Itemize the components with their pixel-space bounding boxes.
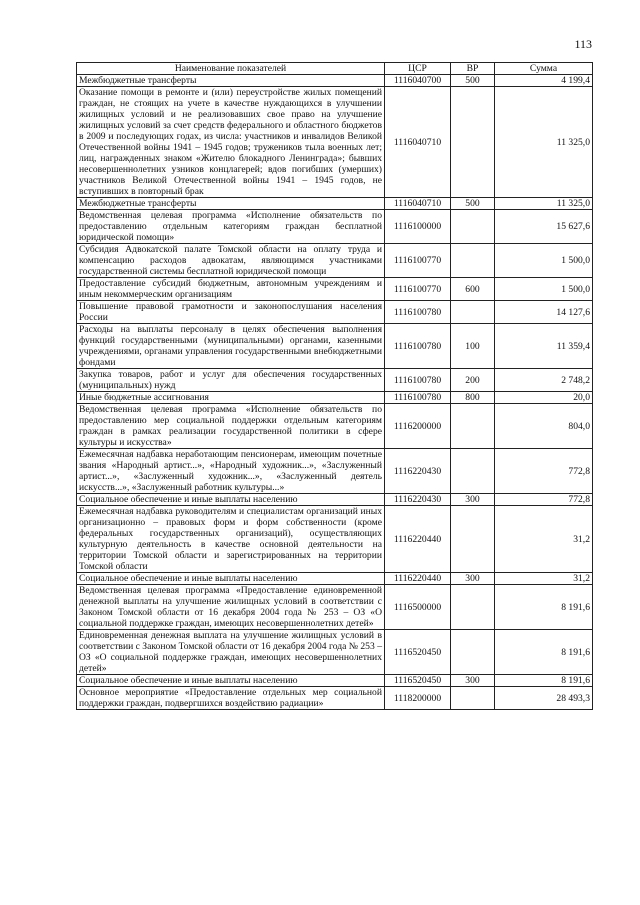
row-vr (451, 506, 495, 573)
row-code: 1116040710 (385, 87, 451, 198)
row-sum: 11 359,4 (495, 324, 593, 369)
row-vr (451, 585, 495, 630)
row-sum: 31,2 (495, 573, 593, 585)
row-vr: 300 (451, 573, 495, 585)
row-name: Закупка товаров, работ и услуг для обеспечения государственных (муниципальных) нужд (77, 369, 385, 392)
row-sum: 11 325,0 (495, 198, 593, 210)
row-sum: 28 493,3 (495, 687, 593, 710)
table-row (77, 585, 593, 630)
row-code: 1116500000 (385, 585, 451, 630)
row-vr: 800 (451, 392, 495, 404)
row-vr (451, 687, 495, 710)
row-vr: 300 (451, 675, 495, 687)
table-header-row (77, 63, 593, 75)
row-name: Ведомственная целевая программа «Исполнение обязательств по предоставлению отдельным категориям граждан бесплатной юридической помощи» (77, 210, 385, 244)
row-name: Предоставление субсидий бюджетным, автономным учреждениям и иным некоммерческим организациям (77, 278, 385, 301)
row-name: Расходы на выплаты персоналу в целях обеспечения выполнения функций государственными (муниципальными) органами, казенными учреждениями, органами управления государственными внебюджетными фондами (77, 324, 385, 369)
row-name: Ведомственная целевая программа «Исполнение обязательств по предоставлению мер социальной поддержки отдельным категориям граждан в рамках реализации государственной политики в сфере культуры и искусства» (77, 404, 385, 449)
row-sum: 11 325,0 (495, 87, 593, 198)
table-row (77, 244, 593, 278)
row-sum: 1 500,0 (495, 244, 593, 278)
row-vr (451, 87, 495, 198)
row-sum: 14 127,6 (495, 301, 593, 324)
table-row (77, 675, 593, 687)
row-name: Единовременная денежная выплата на улучшение жилищных условий в соответствии с Законом Томской области от 16 декабря 2004 года № 253 – ОЗ «О социальной поддержке граждан, имеющих несовершеннолетних детей» (77, 630, 385, 675)
row-sum: 804,0 (495, 404, 593, 449)
table-row (77, 301, 593, 324)
row-vr (451, 449, 495, 494)
row-code: 1116220440 (385, 573, 451, 585)
row-code: 1116520450 (385, 630, 451, 675)
row-name: Повышение правовой грамотности и законопослушания населения России (77, 301, 385, 324)
row-name: Оказание помощи в ремонте и (или) переустройстве жилых помещений граждан, не стоящих на учете в качестве нуждающихся в улучшении жилищных условий и не реализовавших свое право на улучшение жилищных условий за счет средств федерального и областного бюджетов в 2009 и последующих годах, из числа: участников и инвалидов Великой Отечественной войны 1941 – 1945 годов; тружеников тыла военных лет; лиц, награжденных знаком «Жителю блокадного Ленинграда»; бывших несовершеннолетних узников концлагерей; вдов погибших (умерших) участников Великой Отечественной войны 1941 – 1945 годов, не вступивших в повторный брак (77, 87, 385, 198)
table-row (77, 87, 593, 198)
row-vr (451, 404, 495, 449)
row-vr: 600 (451, 278, 495, 301)
table-row (77, 210, 593, 244)
header-vr: ВР (451, 63, 495, 75)
table-row (77, 494, 593, 506)
row-name: Межбюджетные трансферты (77, 198, 385, 210)
row-code: 1116100780 (385, 301, 451, 324)
row-code: 1116100780 (385, 392, 451, 404)
row-code: 1118200000 (385, 687, 451, 710)
table-row (77, 198, 593, 210)
row-vr (451, 301, 495, 324)
table-row (77, 404, 593, 449)
row-sum: 15 627,6 (495, 210, 593, 244)
table-row (77, 392, 593, 404)
row-name: Ведомственная целевая программа «Предоставление единовременной денежной выплаты на улучшение жилищных условий в соответствии с Законом Томской области от 16 декабря 2004 года № 253 – ОЗ «О социальной поддержке граждан, имеющих несовершеннолетних детей» (77, 585, 385, 630)
row-sum: 8 191,6 (495, 630, 593, 675)
row-code: 1116520450 (385, 675, 451, 687)
row-code: 1116040710 (385, 198, 451, 210)
row-sum: 8 191,6 (495, 585, 593, 630)
header-code: ЦСР (385, 63, 451, 75)
page-number: 113 (574, 37, 592, 51)
row-sum: 1 500,0 (495, 278, 593, 301)
header-sum: Сумма (495, 63, 593, 75)
row-sum: 772,8 (495, 494, 593, 506)
row-vr (451, 244, 495, 278)
row-name: Основное мероприятие «Предоставление отдельных мер социальной поддержки граждан, подвергшихся воздействию радиации» (77, 687, 385, 710)
table-row (77, 278, 593, 301)
table-row (77, 573, 593, 585)
row-sum: 20,0 (495, 392, 593, 404)
row-code: 1116100780 (385, 369, 451, 392)
row-code: 1116220430 (385, 449, 451, 494)
row-name: Субсидия Адвокатской палате Томской области на оплату труда и компенсацию расходов адвокатам, являющимся участниками государственной системы бесплатной юридической помощи (77, 244, 385, 278)
row-vr: 500 (451, 198, 495, 210)
table-row (77, 369, 593, 392)
row-vr: 100 (451, 324, 495, 369)
header-name: Наименование показателей (77, 63, 385, 75)
row-sum: 4 199,4 (495, 75, 593, 87)
table-row (77, 506, 593, 573)
budget-table (76, 62, 593, 710)
row-name: Межбюджетные трансферты (77, 75, 385, 87)
row-vr: 500 (451, 75, 495, 87)
table-row (77, 630, 593, 675)
table-row (77, 75, 593, 87)
row-code: 1116200000 (385, 404, 451, 449)
row-sum: 772,8 (495, 449, 593, 494)
row-name: Иные бюджетные ассигнования (77, 392, 385, 404)
row-code: 1116040700 (385, 75, 451, 87)
row-code: 1116100000 (385, 210, 451, 244)
row-sum: 2 748,2 (495, 369, 593, 392)
row-vr: 300 (451, 494, 495, 506)
row-name: Ежемесячная надбавка руководителям и специалистам организаций иных организационно – правовых форм и форм собственности (кроме федеральных государственных организаций), осуществляющих культурную деятельность в качестве основной деятельности на территории Томской области и зарегистрированных на территории Томской области (77, 506, 385, 573)
row-code: 1116100770 (385, 278, 451, 301)
row-code: 1116100780 (385, 324, 451, 369)
row-name: Ежемесячная надбавка неработающим пенсионерам, имеющим почетные звания «Народный артист...», «Народный художник...», «Заслуженный артист...», «Заслуженный художник...», «Заслуженный деятель искусств...», «Заслуженный работник культуры...» (77, 449, 385, 494)
row-name: Социальное обеспечение и иные выплаты населению (77, 675, 385, 687)
row-code: 1116220440 (385, 506, 451, 573)
table-row (77, 449, 593, 494)
table-row (77, 687, 593, 710)
row-vr (451, 630, 495, 675)
row-name: Социальное обеспечение и иные выплаты населению (77, 494, 385, 506)
row-vr: 200 (451, 369, 495, 392)
table-row (77, 324, 593, 369)
row-vr (451, 210, 495, 244)
row-sum: 31,2 (495, 506, 593, 573)
row-sum: 8 191,6 (495, 675, 593, 687)
row-code: 1116100770 (385, 244, 451, 278)
row-code: 1116220430 (385, 494, 451, 506)
row-name: Социальное обеспечение и иные выплаты населению (77, 573, 385, 585)
